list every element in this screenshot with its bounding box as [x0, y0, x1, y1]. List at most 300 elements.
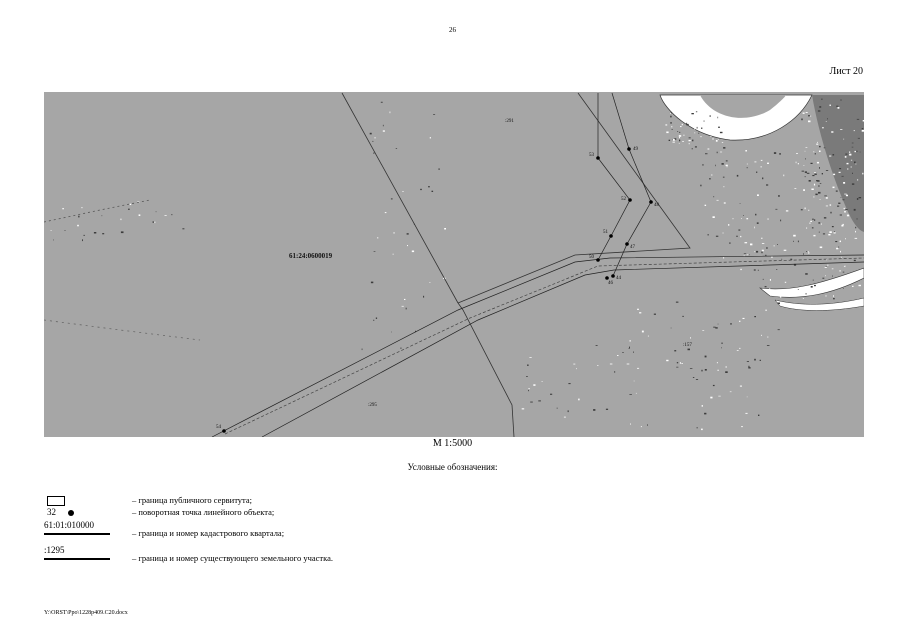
terrain-speck: [726, 366, 727, 368]
terrain-speck: [801, 119, 802, 121]
terrain-speck: [841, 257, 842, 258]
terrain-speck: [762, 250, 764, 252]
terrain-speck: [542, 381, 543, 382]
terrain-speck: [859, 285, 861, 286]
turning-point-marker[interactable]: [596, 258, 600, 262]
terrain-speck: [432, 191, 434, 192]
terrain-speck: [713, 327, 715, 328]
terrain-speck: [701, 128, 702, 129]
turning-point-label: 49: [633, 147, 638, 152]
terrain-speck: [754, 251, 755, 252]
terrain-speck: [396, 148, 397, 149]
terrain-speck: [670, 116, 671, 118]
footer-file-path: Y:\ORST\Ppo\1228p409.C20.docx: [44, 610, 128, 616]
terrain-speck: [790, 259, 792, 260]
terrain-speck: [705, 356, 707, 358]
terrain-speck: [82, 239, 83, 241]
terrain-speck: [721, 343, 722, 344]
terrain-speck: [729, 242, 730, 243]
terrain-speck: [401, 348, 402, 349]
terrain-speck: [722, 233, 723, 234]
terrain-speck: [383, 130, 385, 131]
legend-item-text: – граница и номер существующего земельного участка.: [132, 553, 334, 563]
terrain-speck: [761, 335, 762, 336]
terrain-speck: [814, 184, 815, 186]
terrain-speck: [833, 295, 834, 297]
terrain-speck: [704, 413, 706, 415]
terrain-speck: [639, 312, 641, 313]
terrain-speck: [822, 278, 824, 279]
terrain-speck: [837, 206, 839, 207]
terrain-speck: [832, 269, 834, 270]
terrain-speck: [737, 350, 739, 351]
terrain-speck: [762, 178, 763, 180]
terrain-speck: [740, 236, 741, 237]
terrain-speck: [741, 426, 743, 427]
terrain-speck: [801, 209, 803, 210]
terrain-speck: [824, 148, 826, 149]
terrain-speck: [720, 152, 722, 153]
terrain-speck: [393, 254, 394, 255]
terrain-speck: [835, 241, 837, 242]
terrain-speck: [841, 225, 843, 227]
terrain-speck: [845, 154, 847, 155]
terrain-speck: [834, 231, 835, 232]
terrain-speck: [522, 408, 525, 409]
terrain-speck: [826, 197, 828, 199]
terrain-speck: [754, 227, 755, 229]
terrain-speck: [744, 253, 746, 254]
terrain-speck: [760, 360, 761, 361]
terrain-speck: [778, 303, 781, 305]
terrain-speck: [721, 347, 722, 348]
terrain-speck: [390, 112, 391, 114]
terrain-speck: [78, 216, 79, 218]
terrain-speck: [793, 235, 796, 237]
terrain-speck: [851, 167, 852, 168]
terrain-speck: [805, 176, 806, 177]
terrain-speck: [854, 260, 856, 261]
terrain-speck: [758, 270, 759, 271]
terrain-speck: [763, 279, 764, 280]
terrain-speck: [373, 141, 374, 142]
terrain-speck: [819, 146, 821, 147]
terrain-speck: [813, 197, 814, 198]
terrain-speck: [810, 116, 811, 117]
terrain-speck: [814, 172, 816, 173]
terrain-speck: [637, 368, 639, 369]
terrain-speck: [679, 137, 680, 138]
terrain-speck: [794, 188, 796, 189]
turning-point-marker[interactable]: [609, 234, 613, 238]
terrain-speck: [839, 172, 841, 173]
terrain-speck: [762, 243, 764, 244]
terrain-speck: [860, 152, 861, 153]
terrain-speck: [557, 408, 558, 409]
quarter-symbol-line: [44, 533, 110, 535]
terrain-speck: [830, 204, 832, 205]
terrain-speck: [859, 197, 862, 198]
terrain-speck: [793, 241, 794, 242]
terrain-speck: [805, 208, 806, 210]
terrain-speck: [758, 415, 759, 416]
terrain-speck: [843, 272, 845, 273]
terrain-speck: [818, 110, 821, 111]
terrain-speck: [671, 126, 672, 127]
terrain-speck: [780, 296, 781, 298]
turning-point-marker[interactable]: [222, 429, 226, 433]
terrain-speck: [697, 127, 698, 129]
turning-point-marker[interactable]: [649, 200, 653, 204]
terrain-speck: [738, 230, 740, 231]
terrain-speck: [381, 102, 383, 103]
terrain-speck: [724, 186, 725, 187]
terrain-speck: [829, 156, 831, 157]
terrain-speck: [402, 191, 403, 192]
page-number: 26: [449, 26, 456, 34]
terrain-speck: [778, 295, 779, 296]
terrain-speck: [774, 152, 776, 154]
turning-point-marker[interactable]: [625, 242, 629, 246]
terrain-speck: [688, 349, 691, 351]
terrain-speck: [855, 164, 856, 165]
terrain-speck: [691, 113, 694, 114]
terrain-speck: [820, 199, 821, 200]
terrain-speck: [833, 154, 835, 155]
scale-label: М 1:5000: [432, 438, 473, 449]
terrain-speck: [819, 106, 821, 108]
terrain-speck: [700, 185, 701, 187]
terrain-speck: [767, 163, 769, 164]
terrain-speck: [723, 147, 725, 149]
terrain-speck: [726, 165, 728, 166]
terrain-speck: [739, 348, 740, 349]
terrain-speck: [717, 152, 718, 154]
terrain-speck: [855, 238, 858, 239]
terrain-speck: [847, 163, 849, 164]
terrain-speck: [370, 133, 372, 135]
turning-point-marker[interactable]: [611, 274, 615, 278]
terrain-speck: [420, 189, 422, 190]
terrain-speck: [81, 208, 83, 209]
terrain-speck: [814, 174, 816, 175]
terrain-speck: [739, 321, 740, 322]
terrain-speck: [406, 308, 407, 310]
terrain-speck: [130, 204, 132, 205]
terrain-speck: [528, 390, 529, 391]
terrain-speck: [718, 139, 719, 140]
terrain-speck: [373, 153, 375, 154]
terrain-speck: [373, 320, 374, 321]
terrain-speck: [362, 349, 363, 351]
terrain-speck: [710, 131, 712, 132]
point-symbol-number: 32: [47, 507, 56, 517]
terrain-speck: [629, 394, 632, 395]
turning-point-label: 53: [589, 153, 594, 158]
terrain-speck: [694, 128, 695, 129]
terrain-speck: [842, 176, 844, 177]
turning-point-marker[interactable]: [628, 198, 632, 202]
terrain-speck: [724, 136, 725, 137]
terrain-speck: [637, 309, 639, 310]
terrain-speck: [824, 217, 826, 218]
parcel-symbol-label: :1295: [44, 545, 65, 555]
terrain-speck: [854, 162, 856, 164]
terrain-speck: [746, 218, 748, 219]
terrain-speck: [51, 230, 52, 231]
terrain-speck: [833, 298, 835, 299]
terrain-speck: [747, 164, 748, 165]
terrain-speck: [682, 124, 683, 126]
terrain-speck: [606, 409, 608, 410]
terrain-speck: [796, 153, 798, 154]
terrain-speck: [724, 128, 726, 129]
terrain-speck: [697, 112, 699, 113]
terrain-speck: [597, 365, 599, 366]
terrain-speck: [692, 148, 693, 149]
turning-point-marker[interactable]: [596, 156, 600, 160]
terrain-speck: [805, 171, 807, 173]
terrain-speck: [721, 128, 723, 129]
terrain-speck: [808, 210, 809, 211]
servitude-boundary-symbol: [47, 496, 65, 506]
turning-point-label: 46: [608, 281, 613, 286]
terrain-speck: [669, 140, 671, 141]
terrain-speck: [747, 167, 748, 168]
terrain-speck: [629, 340, 631, 341]
terrain-speck: [815, 194, 817, 196]
terrain-speck: [684, 120, 686, 121]
terrain-speck: [675, 110, 677, 111]
terrain-speck: [804, 96, 806, 98]
terrain-speck: [748, 367, 750, 368]
terrain-speck: [783, 175, 784, 177]
terrain-speck: [849, 154, 851, 156]
terrain-speck: [538, 400, 541, 401]
terrain-speck: [533, 384, 535, 386]
terrain-speck: [711, 174, 712, 175]
terrain-speck: [863, 120, 864, 122]
terrain-speck: [634, 381, 635, 382]
terrain-speck: [374, 137, 375, 138]
terrain-speck: [767, 345, 770, 346]
terrain-speck: [780, 220, 781, 222]
terrain-speck: [705, 369, 707, 371]
terrain-speck: [841, 197, 842, 198]
terrain-speck: [718, 127, 720, 128]
terrain-speck: [700, 136, 702, 137]
terrain-speck: [429, 282, 430, 283]
terrain-speck: [836, 284, 837, 285]
terrain-speck: [423, 296, 424, 298]
legend-title: Условные обозначения:: [407, 462, 498, 472]
terrain-speck: [810, 221, 812, 222]
terrain-speck: [765, 286, 767, 287]
terrain-speck: [754, 316, 756, 317]
terrain-speck: [857, 179, 858, 181]
terrain-speck: [614, 371, 615, 372]
terrain-speck: [774, 245, 775, 246]
terrain-speck: [610, 364, 613, 365]
terrain-speck: [718, 129, 719, 130]
terrain-speck: [844, 194, 847, 195]
terrain-speck: [710, 115, 711, 117]
legend-item-text: – граница и номер кадастрового квартала;: [132, 528, 285, 538]
terrain-speck: [838, 203, 840, 204]
terrain-speck: [827, 265, 828, 266]
turning-point-label: 48: [654, 203, 659, 208]
terrain-speck: [719, 133, 720, 134]
terrain-speck: [701, 370, 702, 372]
terrain-speck: [798, 163, 799, 164]
terrain-speck: [842, 199, 844, 200]
terrain-speck: [826, 170, 828, 171]
turning-point-marker[interactable]: [605, 276, 609, 280]
terrain-speck: [819, 232, 820, 233]
terrain-speck: [394, 232, 395, 233]
terrain-speck: [740, 203, 741, 204]
terrain-speck: [407, 233, 409, 234]
terrain-speck: [665, 124, 667, 125]
terrain-speck: [720, 132, 723, 133]
terrain-speck: [766, 184, 768, 185]
terrain-speck: [404, 299, 405, 300]
turning-point-marker[interactable]: [627, 147, 631, 151]
terrain-speck: [845, 238, 846, 239]
terrain-speck: [736, 236, 738, 237]
terrain-speck: [53, 240, 54, 241]
terrain-speck: [858, 138, 860, 139]
terrain-speck: [94, 232, 96, 234]
terrain-speck: [438, 169, 439, 170]
terrain-speck: [718, 324, 719, 325]
terrain-speck: [676, 112, 679, 114]
terrain-speck: [796, 162, 797, 164]
terrain-speck: [716, 236, 718, 237]
terrain-speck: [776, 269, 777, 270]
parcel-label: :157: [683, 343, 692, 348]
terrain-speck: [747, 361, 749, 362]
terrain-speck: [821, 99, 823, 100]
terrain-speck: [805, 158, 806, 159]
terrain-speck: [693, 377, 694, 378]
terrain-speck: [680, 362, 681, 364]
terrain-speck: [642, 331, 644, 333]
terrain-speck: [765, 310, 767, 311]
terrain-speck: [679, 135, 681, 137]
terrain-speck: [726, 160, 728, 161]
terrain-speck: [62, 208, 63, 209]
terrain-speck: [743, 215, 744, 216]
terrain-speck: [820, 183, 822, 184]
terrain-speck: [843, 139, 844, 140]
terrain-speck: [815, 153, 816, 154]
terrain-speck: [862, 130, 864, 132]
terrain-speck: [102, 233, 104, 234]
terrain-speck: [768, 336, 769, 338]
terrain-speck: [402, 306, 404, 307]
terrain-speck: [737, 175, 739, 177]
terrain-speck: [828, 234, 830, 235]
terrain-speck: [798, 241, 799, 243]
terrain-speck: [808, 252, 809, 254]
terrain-speck: [761, 166, 762, 167]
terrain-speck: [806, 147, 808, 148]
terrain-speck: [679, 140, 680, 142]
terrain-speck: [648, 336, 649, 337]
terrain-speck: [803, 189, 805, 191]
terrain-speck: [717, 200, 719, 201]
terrain-speck: [722, 163, 724, 165]
terrain-speck: [756, 172, 757, 173]
terrain-speck: [694, 132, 695, 133]
terrain-speck: [777, 244, 778, 245]
terrain-speck: [728, 224, 729, 226]
terrain-speck: [778, 329, 780, 330]
point-symbol-dot: [68, 510, 74, 516]
parcel-symbol-line: [44, 558, 110, 560]
terrain-speck: [840, 251, 841, 253]
terrain-speck: [750, 244, 752, 246]
cadastral-map[interactable]: [44, 92, 864, 437]
terrain-speck: [682, 141, 684, 142]
terrain-speck: [527, 365, 529, 366]
terrain-speck: [713, 385, 715, 386]
terrain-speck: [806, 293, 807, 294]
terrain-speck: [768, 219, 769, 220]
terrain-speck: [830, 105, 831, 106]
terrain-speck: [838, 107, 840, 109]
terrain-speck: [836, 248, 838, 250]
terrain-texture: [660, 95, 864, 311]
terrain-speck: [825, 275, 826, 276]
terrain-speck: [810, 223, 811, 224]
terrain-speck: [627, 364, 630, 365]
terrain-speck: [778, 195, 780, 197]
terrain-speck: [428, 186, 430, 187]
terrain-speck: [827, 118, 828, 119]
terrain-speck: [809, 180, 811, 182]
terrain-speck: [715, 165, 716, 167]
terrain-speck: [786, 210, 788, 211]
terrain-speck: [712, 138, 713, 139]
terrain-speck: [852, 147, 854, 148]
turning-point-label: 54: [216, 425, 221, 430]
terrain-speck: [834, 232, 836, 233]
terrain-speck: [716, 140, 718, 142]
terrain-speck: [526, 376, 528, 377]
terrain-speck: [840, 241, 841, 243]
terrain-speck: [826, 121, 827, 122]
terrain-speck: [139, 214, 141, 216]
terrain-speck: [677, 131, 678, 132]
terrain-speck: [564, 417, 566, 418]
terrain-speck: [852, 183, 854, 184]
terrain-speck: [528, 388, 530, 389]
terrain-speck: [385, 212, 387, 213]
terrain-speck: [830, 212, 831, 214]
terrain-speck: [813, 280, 814, 281]
terrain-speck: [698, 111, 699, 112]
terrain-speck: [703, 121, 704, 122]
terrain-speck: [761, 160, 763, 161]
terrain-speck: [852, 143, 854, 144]
terrain-speck: [686, 119, 687, 121]
terrain-speck: [733, 218, 734, 219]
terrain-speck: [804, 165, 805, 166]
terrain-speck: [702, 405, 703, 406]
terrain-speck: [818, 222, 820, 223]
